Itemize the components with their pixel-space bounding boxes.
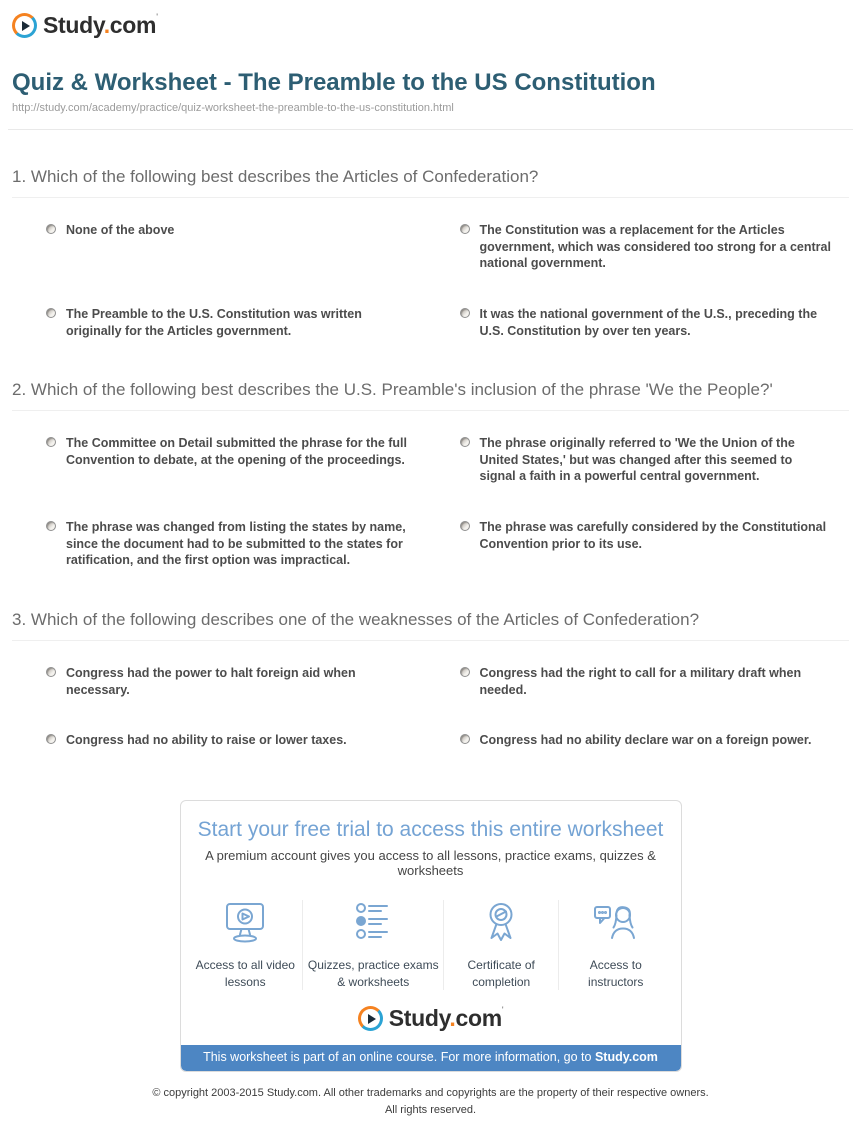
radio-button-icon[interactable]: [46, 224, 56, 234]
question-3: [12, 610, 849, 753]
feature-label: Quizzes, practice exams & worksheets: [307, 957, 439, 989]
copyright-notice: © copyright 2003-2015 Study.com. All other trademarks and copyrights are the property of their respective owners. All rights reserved.: [152, 1087, 709, 1116]
radio-button-icon[interactable]: [46, 437, 56, 447]
radio-button-icon[interactable]: [460, 437, 470, 447]
feature-list: [189, 900, 673, 991]
answer-option[interactable]: None of the above: [46, 222, 418, 272]
answer-option[interactable]: Congress had no ability to raise or lower taxes.: [46, 732, 418, 749]
certificate-ribbon-icon: [476, 900, 526, 946]
question-3-options: [12, 641, 849, 753]
studycom-logo[interactable]: [358, 1005, 504, 1032]
feature-label: Certificate of completion: [467, 957, 535, 989]
divider: [8, 129, 853, 130]
feature-video-lessons: [189, 900, 303, 991]
radio-button-icon[interactable]: [460, 308, 470, 318]
answer-option[interactable]: Congress had the power to halt foreign aid when necessary.: [46, 665, 418, 698]
radio-button-icon[interactable]: [460, 521, 470, 531]
play-circle-icon: [358, 1006, 383, 1031]
course-info-banner: This worksheet is part of an online course. For more information, go to Study.com: [181, 1045, 681, 1071]
trial-headline: Start your free trial to access this entire worksheet: [197, 817, 664, 841]
page-title: Quiz & Worksheet - The Preamble to the US Constitution: [12, 69, 656, 96]
answer-option[interactable]: The Preamble to the U.S. Constitution was written originally for the Articles government.: [46, 306, 418, 339]
question-1: [12, 167, 849, 343]
trial-subheadline: A premium account gives you access to all lessons, practice exams, quizzes & worksheets: [205, 847, 656, 878]
instructor-chat-icon: [591, 900, 641, 946]
radio-button-icon[interactable]: [46, 667, 56, 677]
question-2-heading: 2. Which of the following best describes the U.S. Preamble's inclusion of the phrase 'We the People?': [12, 380, 849, 411]
quiz-list-icon: [348, 900, 398, 946]
feature-label: Access to instructors: [588, 957, 644, 989]
question-2: [12, 380, 849, 573]
radio-button-icon[interactable]: [46, 734, 56, 744]
answer-option[interactable]: Congress had the right to call for a military draft when needed.: [460, 665, 832, 698]
radio-button-icon[interactable]: [46, 521, 56, 531]
feature-certificate: [443, 900, 558, 991]
question-1-options: [12, 198, 849, 343]
feature-instructors: [558, 900, 673, 991]
answer-option[interactable]: The phrase was carefully considered by the Constitutional Convention prior to its use.: [460, 519, 832, 569]
answer-option[interactable]: The Constitution was a replacement for the Articles government, which was considered too strong for a central national government.: [460, 222, 832, 272]
answer-option[interactable]: Congress had no ability declare war on a foreign power.: [460, 732, 832, 749]
radio-button-icon[interactable]: [460, 667, 470, 677]
video-monitor-play-icon: [220, 900, 270, 946]
studycom-logo-text: Study.com': [388, 1005, 504, 1032]
answer-option[interactable]: The phrase originally referred to 'We the Union of the United States,' but was changed after this seemed to signal a faith in a powerful central government.: [460, 435, 832, 485]
answer-option[interactable]: It was the national government of the U.S., preceding the U.S. Constitution by over ten years.: [460, 306, 832, 339]
answer-option[interactable]: The phrase was changed from listing the states by name, since the document had to be submitted to the states for ratification, and the first option was impractical.: [46, 519, 418, 569]
free-trial-card: [180, 800, 682, 1073]
question-2-options: [12, 411, 849, 573]
studycom-logo[interactable]: [0, 0, 158, 39]
studycom-logo-text: Study.com': [43, 12, 158, 38]
feature-label: Access to all video lessons: [195, 957, 295, 989]
radio-button-icon[interactable]: [460, 224, 470, 234]
radio-button-icon[interactable]: [46, 308, 56, 318]
feature-quizzes-worksheets: [302, 900, 443, 991]
play-circle-icon: [12, 13, 37, 38]
question-3-heading: 3. Which of the following describes one of the weaknesses of the Articles of Confederation?: [12, 610, 849, 641]
answer-option[interactable]: The Committee on Detail submitted the phrase for the full Convention to debate, at the opening of the proceedings.: [46, 435, 418, 485]
question-1-heading: 1. Which of the following best describes the Articles of Confederation?: [12, 167, 849, 198]
studycom-link[interactable]: Study.com: [594, 1050, 658, 1065]
radio-button-icon[interactable]: [460, 734, 470, 744]
page-url: http://study.com/academy/practice/quiz-worksheet-the-preamble-to-the-us-constitution.html: [12, 102, 454, 114]
